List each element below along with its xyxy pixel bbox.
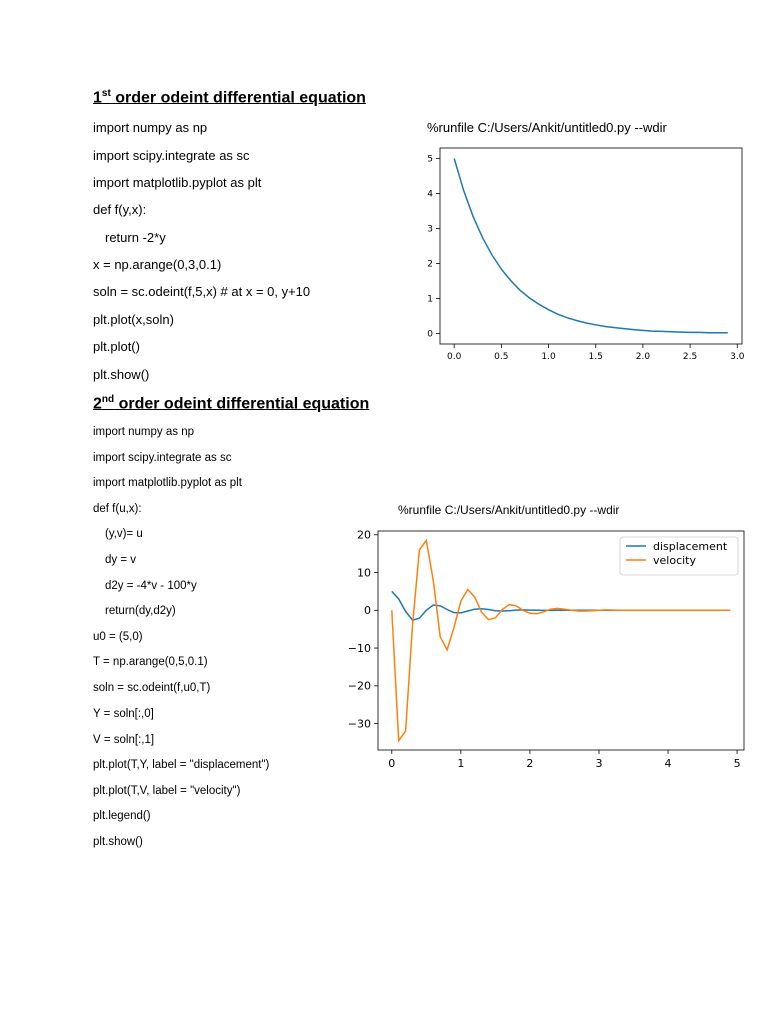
runfile-caption: %runfile C:/Users/Ankit/untitled0.py --wdir [427,120,667,135]
code-line: import scipy.integrate as sc [93,452,232,464]
y-tick-label: −30 [347,717,371,731]
code-line: T = np.arange(0,5,0.1) [93,656,208,668]
y-tick-label: 10 [357,566,371,580]
y-tick-label: 0 [364,604,371,618]
code-line: plt.plot(x,soln) [93,312,174,327]
code-line: x = np.arange(0,3,0.1) [93,257,222,272]
code-line: d2y = -4*v - 100*y [105,580,197,592]
y-tick-label: 20 [357,528,371,542]
code-line: Y = soln[:,0] [93,708,154,720]
code-line: import numpy as np [93,120,208,135]
code-line: plt.plot(T,Y, label = "displacement") [93,759,270,771]
x-tick-label: 3 [595,757,603,770]
x-tick-label: 2 [526,757,534,770]
section1-heading: 1st order odeint differential equation [93,88,366,107]
runfile-caption: %runfile C:/Users/Ankit/untitled0.py --wdir [398,503,620,517]
x-tick-label: 1.5 [588,352,603,362]
code-line: import scipy.integrate as sc [93,148,250,163]
code-line: plt.plot(T,V, label = "velocity") [93,785,241,797]
x-tick-label: 0.5 [494,352,509,362]
y-tick-label: −20 [347,679,371,693]
code-line: plt.show() [93,836,143,848]
legend-label: displacement [653,540,728,553]
chart1-series-line [454,159,728,333]
x-tick-label: 0.0 [446,352,462,362]
code-line: plt.plot() [93,339,140,354]
y-tick-label: 5 [427,154,433,165]
x-tick-label: 0 [388,757,396,770]
code-line: import matplotlib.pyplot as plt [93,175,262,190]
code-line: plt.legend() [93,810,151,822]
code-line: (y,v)= u [105,528,143,540]
y-tick-label: 0 [427,329,433,340]
code-line: import matplotlib.pyplot as plt [93,477,242,489]
code-line: def f(u,x): [93,503,142,515]
legend-label: velocity [653,554,696,567]
code-line: dy = v [105,554,137,566]
code-line: soln = sc.odeint(f,u0,T) [93,682,211,694]
code-line: import numpy as np [93,426,194,438]
y-tick-label: −10 [347,641,371,655]
y-tick-label: 2 [427,259,433,270]
code-line: return -2*y [105,230,166,245]
code-line: u0 = (5,0) [93,631,143,643]
x-tick-label: 2.0 [635,352,651,362]
section2-heading: 2nd order odeint differential equation [93,394,370,413]
code-line: return(dy,d2y) [105,605,176,617]
x-tick-label: 1.0 [541,352,556,362]
y-tick-label: 4 [427,189,433,200]
x-tick-label: 5 [733,757,741,770]
x-tick-label: 1 [457,757,465,770]
chart2-series-line [392,591,730,620]
code-line: V = soln[:,1] [93,734,155,746]
x-tick-label: 4 [664,757,672,770]
code-line: soln = sc.odeint(f,5,x) # at x = 0, y+10 [93,284,311,299]
code-line: plt.show() [93,367,150,382]
chart1-frame [440,148,742,344]
y-tick-label: 3 [427,224,433,235]
x-tick-label: 3.0 [730,352,745,362]
code-line: def f(y,x): [93,202,147,217]
x-tick-label: 2.5 [682,352,698,362]
y-tick-label: 1 [427,294,433,305]
